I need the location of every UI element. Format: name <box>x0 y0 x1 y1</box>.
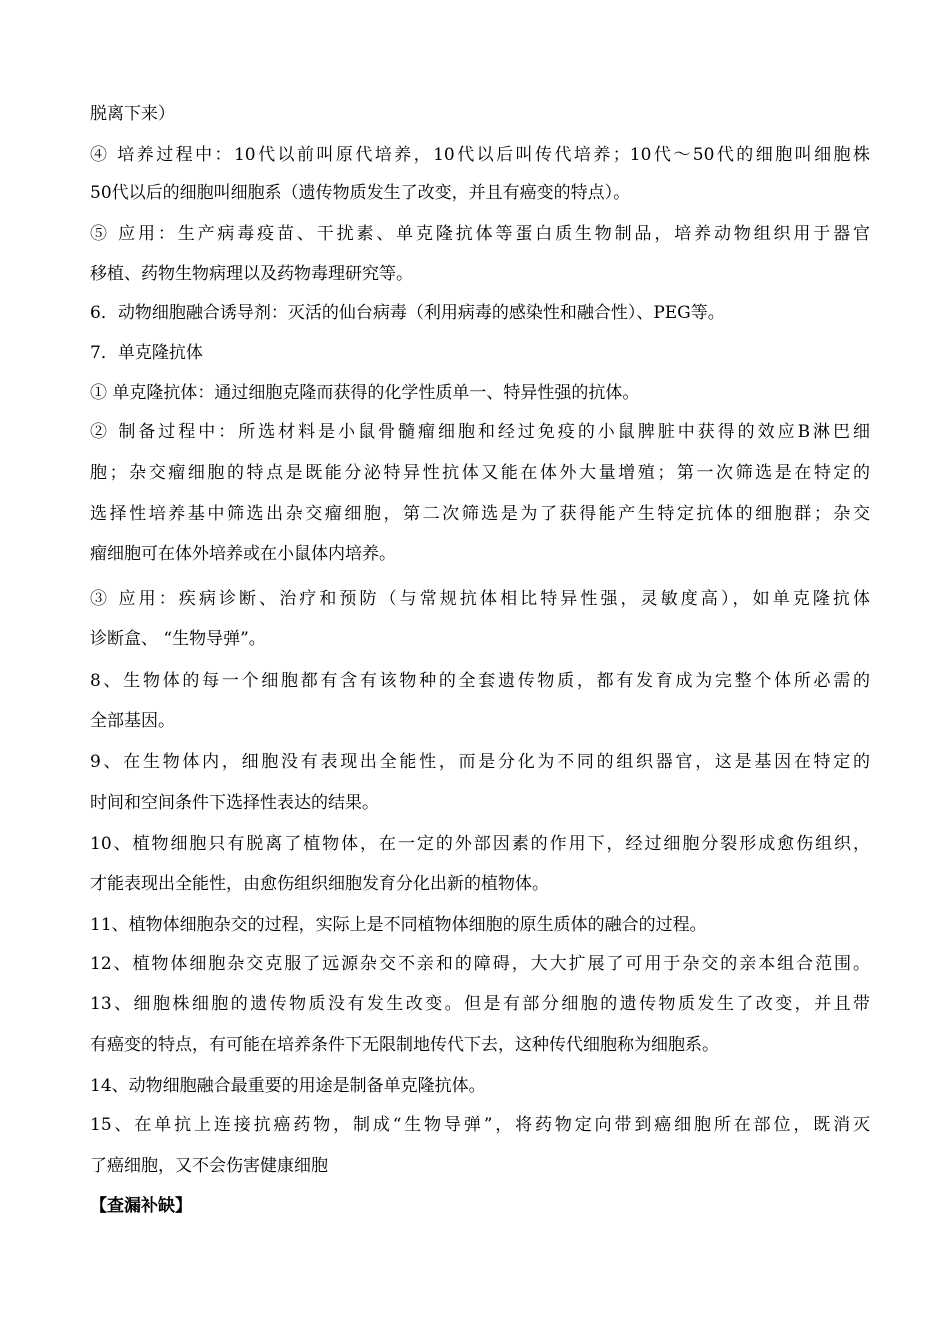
text-line-9: ② 制备过程中：所选材料是小鼠骨髓瘤细胞和经过免疫的小鼠脾脏中获得的效应B淋巴细 <box>90 422 870 442</box>
text-line-8: ① 单克隆抗体：通过细胞克隆而获得的化学性质单一、特异性强的抗体。 <box>90 383 640 403</box>
text-line-4: ⑤ 应用：生产病毒疫苗、干扰素、单克隆抗体等蛋白质生物制品，培养动物组织用于器官 <box>90 224 870 244</box>
text-line-16: 全部基因。 <box>90 711 175 731</box>
text-line-11: 选择性培养基中筛选出杂交瘤细胞，第二次筛选是为了获得能产生特定抗体的细胞群；杂交 <box>90 504 870 524</box>
text-line-7: 7．单克隆抗体 <box>90 343 203 363</box>
text-line-14: 诊断盒、 “生物导弹”。 <box>90 629 266 649</box>
text-line-18: 时间和空间条件下选择性表达的结果。 <box>90 793 379 813</box>
text-line-20: 才能表现出全能性，由愈伤组织细胞发育分化出新的植物体。 <box>90 874 549 894</box>
text-line-27: 了癌细胞，又不会伤害健康细胞 <box>90 1156 328 1176</box>
text-line-1: 脱离下来） <box>90 104 175 124</box>
text-line-19: 10、植物细胞只有脱离了植物体，在一定的外部因素的作用下，经过细胞分裂形成愈伤组织， <box>90 834 870 854</box>
text-line-23: 13、细胞株细胞的遗传物质没有发生改变。但是有部分细胞的遗传物质发生了改变，并且带 <box>90 994 870 1014</box>
text-line-13: ③ 应用：疾病诊断、治疗和预防（与常规抗体相比特异性强，灵敏度高），如单克隆抗体 <box>90 589 870 609</box>
text-line-2: ④ 培养过程中：10代以前叫原代培养，10代以后叫传代培养；10代～50代的细胞叫细胞株 <box>90 145 870 165</box>
text-line-25: 14、动物细胞融合最重要的用途是制备单克隆抗体。 <box>90 1076 486 1096</box>
text-line-21: 11、植物体细胞杂交的过程，实际上是不同植物体细胞的原生质体的融合的过程。 <box>90 915 707 935</box>
text-line-5: 移植、药物生物病理以及药物毒理研究等。 <box>90 264 413 284</box>
text-line-6: 6．动物细胞融合诱导剂：灭活的仙台病毒（利用病毒的感染性和融合性）、PEG等。 <box>90 303 725 323</box>
text-line-3: 50代以后的细胞叫细胞系（遗传物质发生了改变，并且有癌变的特点）。 <box>90 183 631 203</box>
text-line-22: 12、植物体细胞杂交克服了远源杂交不亲和的障碍，大大扩展了可用于杂交的亲本组合范围。 <box>90 954 870 974</box>
text-line-17: 9、在生物体内，细胞没有表现出全能性，而是分化为不同的组织器官，这是基因在特定的 <box>90 752 870 772</box>
text-line-15: 8、生物体的每一个细胞都有含有该物种的全套遗传物质，都有发育成为完整个体所必需的 <box>90 671 870 691</box>
text-line-24: 有癌变的特点，有可能在培养条件下无限制地传代下去，这种传代细胞称为细胞系。 <box>90 1035 719 1055</box>
text-line-10: 胞；杂交瘤细胞的特点是既能分泌特异性抗体又能在体外大量增殖；第一次筛选是在特定的 <box>90 463 870 483</box>
text-line-12: 瘤细胞可在体外培养或在小鼠体内培养。 <box>90 544 396 564</box>
section-heading: 【查漏补缺】 <box>90 1196 192 1216</box>
text-line-26: 15、在单抗上连接抗癌药物，制成“生物导弹”，将药物定向带到癌细胞所在部位，既消灭 <box>90 1115 870 1135</box>
